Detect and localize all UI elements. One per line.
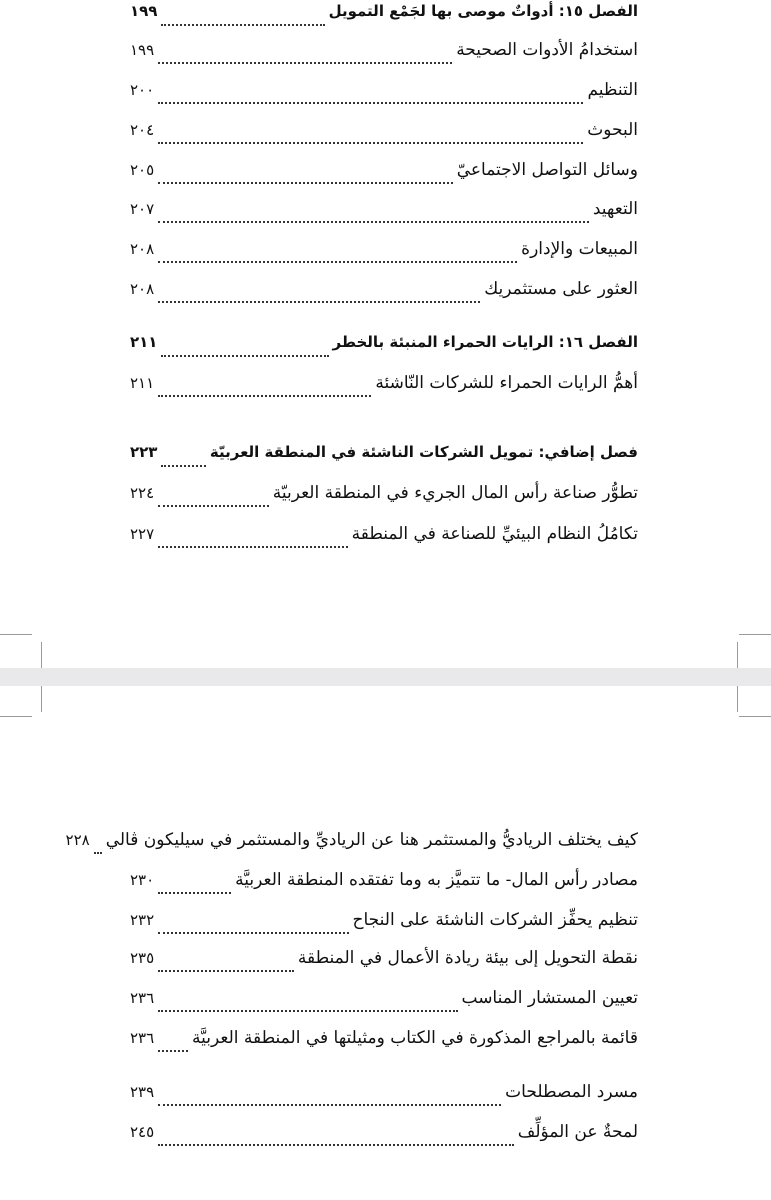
toc-entry (130, 373, 638, 403)
dot-leader (158, 497, 269, 507)
dot-leader (158, 1042, 188, 1052)
toc-entry-title: التنظيم (587, 80, 638, 100)
dot-leader (158, 253, 517, 263)
dot-leader (161, 16, 324, 26)
dot-leader (158, 54, 452, 64)
crop-mark (737, 686, 738, 712)
dot-leader (158, 538, 347, 548)
toc-entry (130, 524, 638, 554)
dot-leader (94, 844, 102, 854)
toc-entry (130, 199, 638, 229)
crop-mark (41, 642, 42, 668)
toc-chapter-entry (130, 333, 638, 363)
crop-mark (0, 634, 32, 635)
toc-entry (130, 120, 638, 150)
dot-leader (158, 1002, 457, 1012)
toc-page-number: ٢٣٦ (130, 1029, 155, 1047)
crop-mark (0, 716, 32, 717)
toc-entry (65, 830, 638, 860)
toc-page-number: ٢٠٤ (130, 121, 155, 139)
toc-entry-title: أهمُّ الرايات الحمراء للشركات النّاشئة (375, 373, 638, 393)
toc-page-number: ٢٤٥ (130, 1123, 155, 1141)
toc-entry (130, 279, 638, 309)
toc-entry (130, 988, 638, 1018)
dot-leader (158, 924, 348, 934)
toc-entry-title: الفصل ١٦: الرايات الحمراء المنبئة بالخطر (332, 333, 638, 351)
toc-entry (130, 160, 638, 190)
toc-page-number: ٢٠٨ (130, 280, 155, 298)
dot-leader (158, 962, 294, 972)
toc-entry (130, 483, 638, 513)
dot-leader (161, 347, 328, 357)
toc-page-number: ٢٢٧ (130, 525, 155, 543)
toc-page-number: ٢٠٥ (130, 161, 155, 179)
crop-mark (739, 634, 771, 635)
toc-entry (130, 910, 638, 940)
toc-page-number: ٢٢٤ (130, 484, 155, 502)
toc-entry-title: قائمة بالمراجع المذكورة في الكتاب ومثيلتها في المنطقة العربيَّة (192, 1028, 638, 1048)
dot-leader (158, 387, 371, 397)
dot-leader (158, 293, 480, 303)
toc-entry-title: مصادر رأس المال- ما تتميَّز به وما تفتقده المنطقة العربيَّة (235, 870, 638, 890)
crop-mark (737, 642, 738, 668)
toc-entry-title: كيف يختلف الرياديُّ والمستثمر هنا عن الرياديِّ والمستثمر في سيليكون ڤالي (105, 830, 638, 850)
toc-page-number: ٢٣٦ (130, 989, 155, 1007)
dot-leader (158, 1136, 514, 1146)
toc-entry-title: المبيعات والإدارة (521, 239, 638, 259)
toc-page-number: ٢١١ (130, 333, 158, 351)
toc-page-number: ٢٢٨ (65, 831, 90, 849)
toc-entry-title: تنظيم يحفِّز الشركات الناشئة على النجاح (352, 910, 638, 930)
toc-entry (130, 80, 638, 110)
toc-entry-title: فصل إضافي: تمويل الشركات الناشئة في المنطقة العربيّة (209, 443, 638, 461)
toc-page-number: ١٩٩ (130, 41, 155, 59)
toc-entry (130, 1122, 638, 1152)
toc-entry-title: تعيين المستشار المناسب (461, 988, 638, 1008)
crop-mark (41, 686, 42, 712)
dot-leader (158, 174, 453, 184)
toc-chapter-entry (130, 443, 638, 473)
toc-entry-title: تطوُّر صناعة رأس المال الجريء في المنطقة العربيّة (272, 483, 638, 503)
toc-entry-title: تكامُلُ النظام البيئيِّ للصناعة في المنطقة (351, 524, 638, 544)
toc-entry-title: لمحةٌ عن المؤلِّف (517, 1122, 638, 1142)
toc-chapter-entry (130, 2, 638, 32)
toc-entry-title: الفصل ١٥: أدواتٌ موصى بها لجَمْع التمويل (328, 2, 638, 20)
toc-entry (130, 870, 638, 900)
toc-page-number: ٢٣٥ (130, 949, 155, 967)
toc-page-number: ٢٣٠ (130, 871, 155, 889)
toc-entry-title: استخدامُ الأدوات الصحيحة (456, 40, 638, 60)
toc-page-number: ٢٠٨ (130, 240, 155, 258)
dot-leader (158, 134, 583, 144)
toc-entry (130, 1028, 638, 1058)
toc-entry-title: العثور على مستثمريك (484, 279, 638, 299)
toc-page-number: ١٩٩ (130, 2, 158, 20)
toc-page-number: ٢١١ (130, 374, 155, 392)
toc-page-number: ٢٢٣ (130, 443, 158, 461)
dot-leader (158, 884, 231, 894)
dot-leader (158, 1096, 501, 1106)
dot-leader (158, 94, 583, 104)
toc-entry (130, 239, 638, 269)
toc-entry-title: وسائل التواصل الاجتماعيّ (456, 160, 638, 180)
toc-entry (130, 948, 638, 978)
crop-mark (739, 716, 771, 717)
page-gap (0, 668, 771, 686)
toc-entry-title: البحوث (587, 120, 638, 140)
dot-leader (161, 457, 205, 467)
toc-page-number: ٢٠٧ (130, 200, 155, 218)
toc-page-number: ٢٠٠ (130, 81, 155, 99)
toc-entry-title: مسرد المصطلحات (505, 1082, 638, 1102)
toc-entry (130, 40, 638, 70)
toc-page-number: ٢٣٩ (130, 1083, 155, 1101)
toc-page-number: ٢٣٢ (130, 911, 155, 929)
toc-entry-title: نقطة التحويل إلى بيئة ريادة الأعمال في المنطقة (297, 948, 638, 968)
toc-entry (130, 1082, 638, 1112)
toc-page-lower (0, 686, 771, 1200)
dot-leader (158, 213, 589, 223)
toc-entry-title: التعهيد (592, 199, 638, 219)
